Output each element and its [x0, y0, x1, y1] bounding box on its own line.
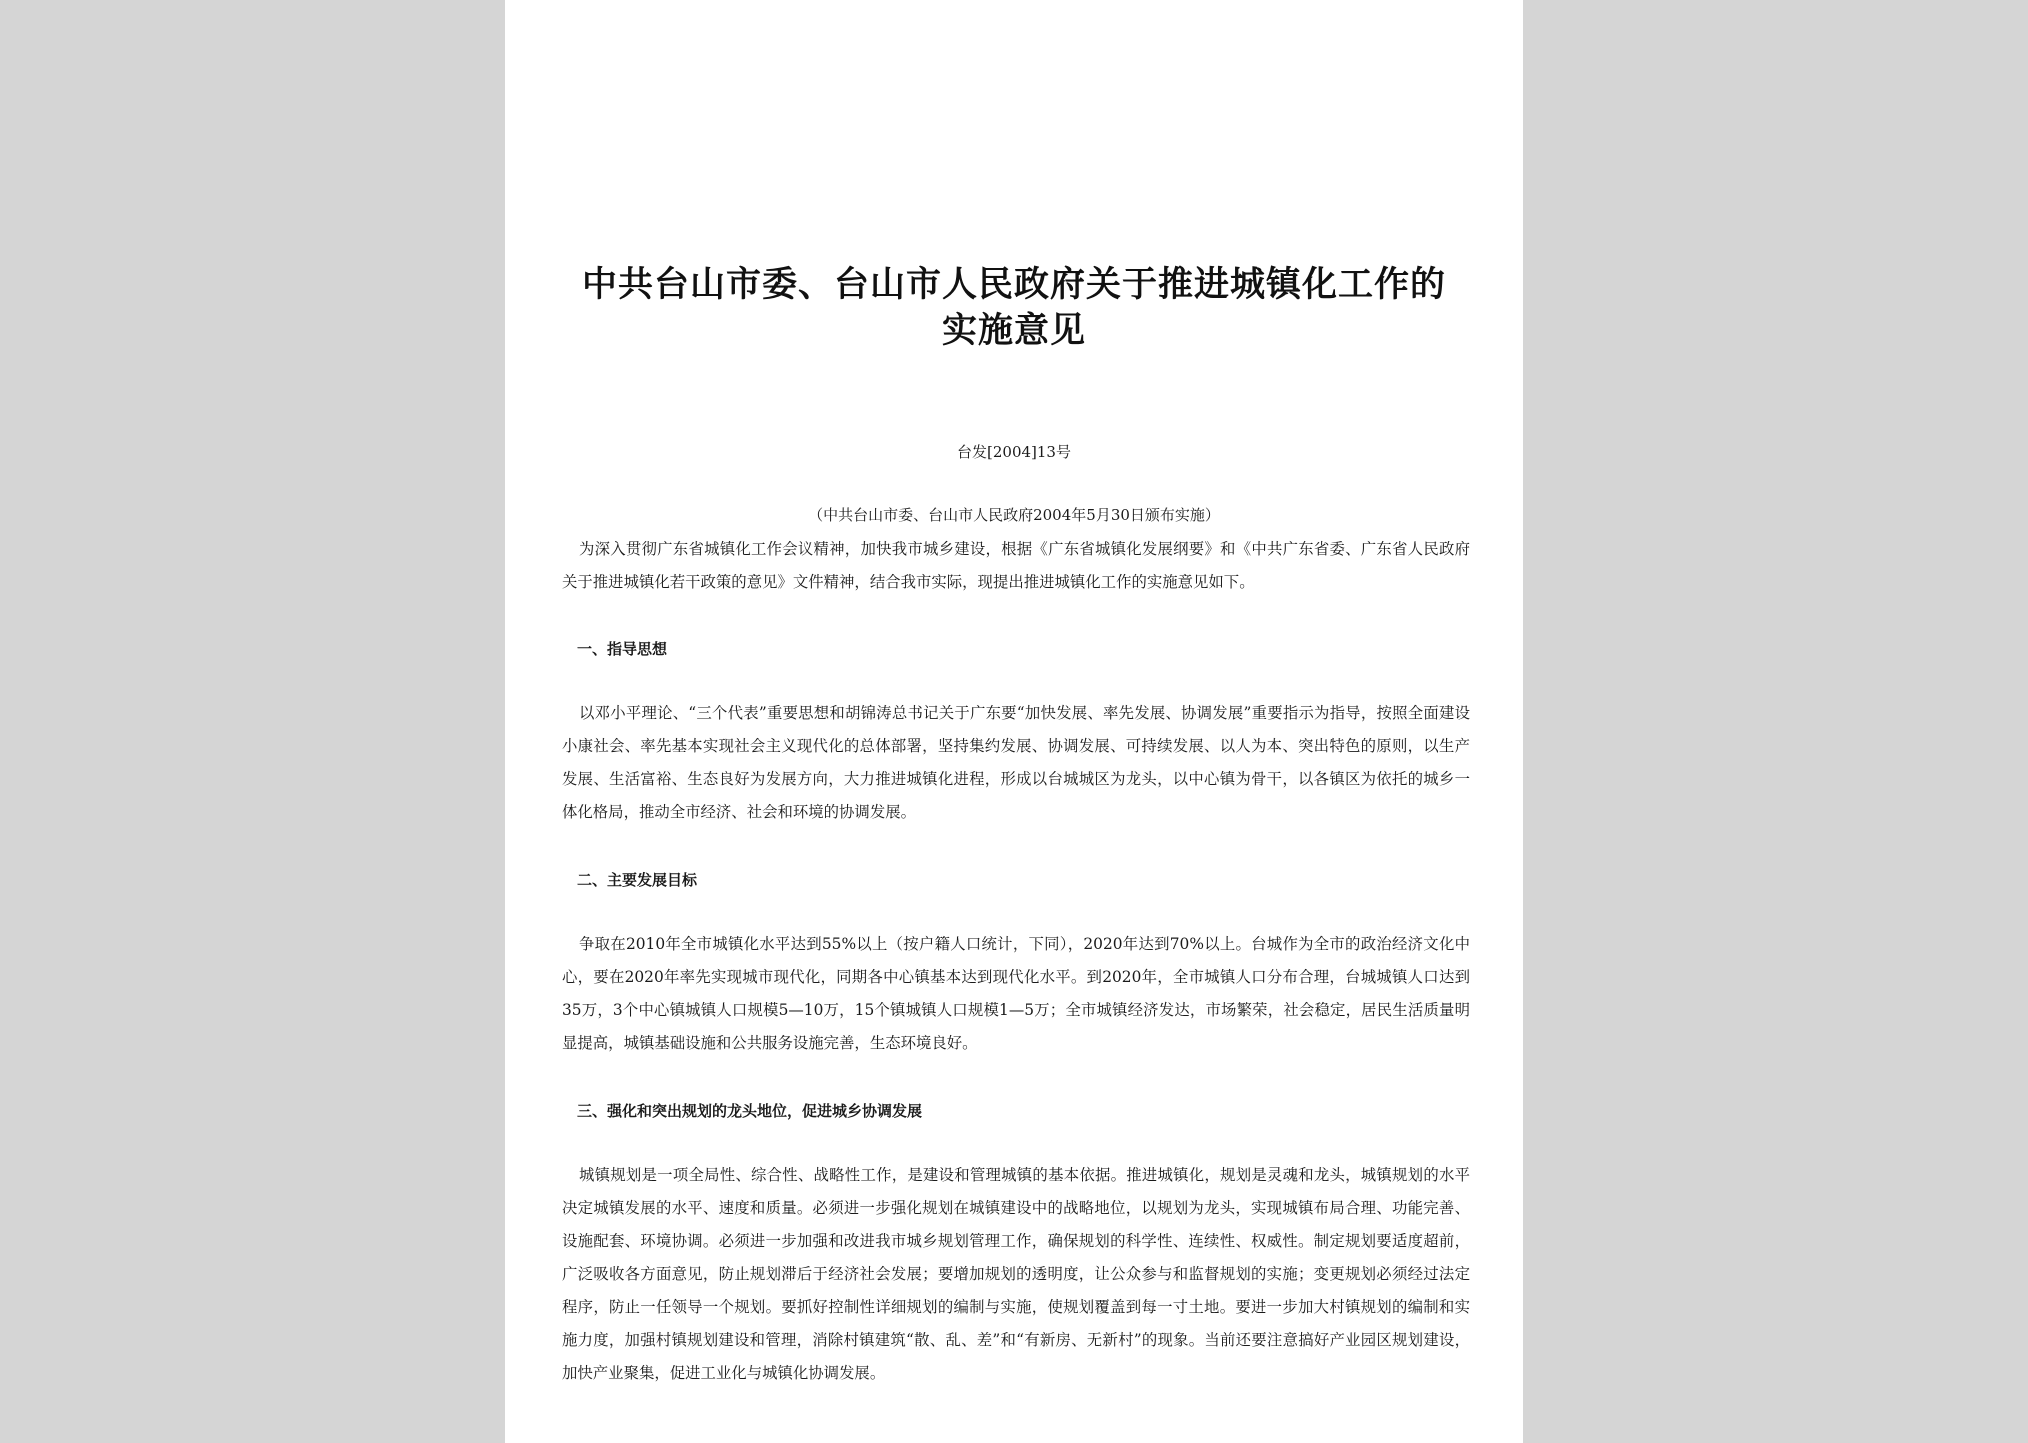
section-2-heading: 二、主要发展目标 — [577, 871, 698, 889]
section-3-heading: 三、强化和突出规划的龙头地位，促进城乡协调发展 — [577, 1102, 923, 1120]
document-page — [505, 0, 1523, 1443]
section-1-body: 以邓小平理论、“三个代表”重要思想和胡锦涛总书记关于广东要“加快发展、率先发展、协调发展”重要指示为指导，按照全面建设小康社会、率先基本实现社会主义现代化的总体部署，坚持集约发展、协调发展、可持续发展、以人为本、突出特色的原则，以生产发展、生活富裕、生态良好为发展方向，大力推进城镇化进程，形成以台城城区为龙头，以中心镇为骨干，以各镇区为依托的城乡一体化格局，推动全市经济、社会和环境的协调发展。 — [562, 704, 1470, 821]
document-title — [545, 262, 1483, 354]
section-2-body: 争取在2010年全市城镇化水平达到55%以上（按户籍人口统计，下同），2020年达到70%以上。台城作为全市的政治经济文化中心，要在2020年率先实现城市现代化，同期各中心镇基本达到现代化水平。到2020年，全市城镇人口分布合理，台城城镇人口达到35万，3个中心镇城镇人口规模5—10万，15个镇城镇人口规模1—5万；全市城镇经济发达，市场繁荣，社会稳定，居民生活质量明显提高，城镇基础设施和公共服务设施完善，生态环境良好。 — [562, 935, 1470, 1052]
title-line-2: 实施意见 — [941, 311, 1086, 351]
section-3-body: 城镇规划是一项全局性、综合性、战略性工作，是建设和管理城镇的基本依据。推进城镇化，规划是灵魂和龙头，城镇规划的水平决定城镇发展的水平、速度和质量。必须进一步强化规划在城镇建设中的战略地位，以规划为龙头，实现城镇布局合理、功能完善、设施配套、环境协调。必须进一步加强和改进我市城乡规划管理工作，确保规划的科学性、连续性、权威性。制定规划要适度超前，广泛吸收各方面意见，防止规划滞后于经济社会发展；要增加规划的透明度，让公众参与和监督规划的实施；变更规划必须经过法定程序，防止一任领导一个规划。要抓好控制性详细规划的编制与实施，使规划覆盖到每一寸土地。要进一步加大村镇规划的编制和实施力度，加强村镇规划建设和管理，消除村镇建筑“散、乱、差”和“有新房、无新村”的现象。当前还要注意搞好产业园区规划建设，加快产业聚集，促进工业化与城镇化协调发展。 — [562, 1166, 1470, 1382]
section-1-heading: 一、指导思想 — [577, 640, 668, 658]
document-number: 台发[2004]13号 — [957, 443, 1071, 461]
intro-paragraph: 为深入贯彻广东省城镇化工作会议精神，加快我市城乡建设，根据《广东省城镇化发展纲要》和《中共广东省委、广东省人民政府关于推进城镇化若干政策的意见》文件精神，结合我市实际，现提出推进城镇化工作的实施意见如下。 — [562, 540, 1470, 591]
issue-note: （中共台山市委、台山市人民政府2004年5月30日颁布实施） — [808, 506, 1220, 524]
title-line-1: 中共台山市委、台山市人民政府关于推进城镇化工作的 — [581, 265, 1446, 305]
